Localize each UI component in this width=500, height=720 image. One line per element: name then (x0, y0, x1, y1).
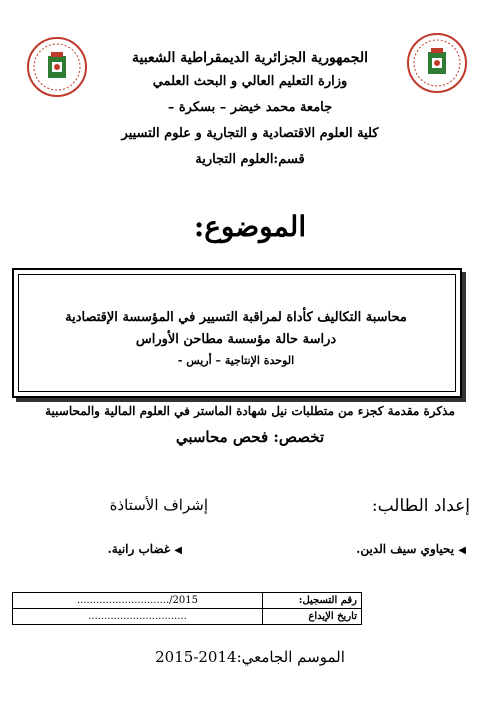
republic-name: الجمهورية الجزائرية الديمقراطية الشعبية (131, 50, 368, 66)
table-row (13, 609, 362, 625)
student-name: ◀ يحياوي سيف الدين. (356, 542, 466, 556)
ministry-name: وزارة التعليم العالي و البحث العلمي (152, 74, 348, 89)
thesis-title-line1: محاسبة التكاليف كأداة لمراقبة التسيير في المؤسسة الإقتصادية (65, 310, 407, 325)
deposit-date-label: تاريخ الإيداع (263, 609, 362, 625)
bullet-arrow-icon: ◀ (174, 545, 182, 556)
subject-heading: الموضوع: (193, 210, 307, 243)
thesis-title-line2: دراسة حالة مؤسسة مطاحن الأوراس (135, 332, 337, 347)
registration-label: رقم التسجيل: (263, 593, 362, 609)
supervisor-label: إشراف الأستاذة (109, 496, 208, 514)
department-name: قسم:العلوم التجارية (195, 152, 305, 167)
deposit-date-value: ............................... (13, 609, 263, 625)
university-name: جامعة محمد خيضر – بسكرة – (167, 100, 333, 115)
table-row (13, 593, 362, 609)
registration-value: ............................./2015 (13, 593, 263, 609)
thesis-title-line3: الوحدة الإنتاجية – أريس - (177, 354, 295, 367)
student-label: إعداد الطالب: (371, 496, 470, 516)
bullet-arrow-icon: ◀ (458, 545, 466, 556)
academic-season: الموسم الجامعي:2014-2015 (155, 648, 345, 666)
faculty-name: كلية العلوم الاقتصادية و التجارية و علوم التسيير (121, 126, 379, 141)
supervisor-name: ◀ غضاب رانية. (107, 542, 182, 556)
memo-description: مذكرة مقدمة كجزء من متطلبات نيل شهادة الماستر في العلوم المالية والمحاسبية (45, 404, 455, 418)
specialization: تخصص: فحص محاسبي (175, 428, 325, 446)
registration-table (12, 592, 362, 625)
